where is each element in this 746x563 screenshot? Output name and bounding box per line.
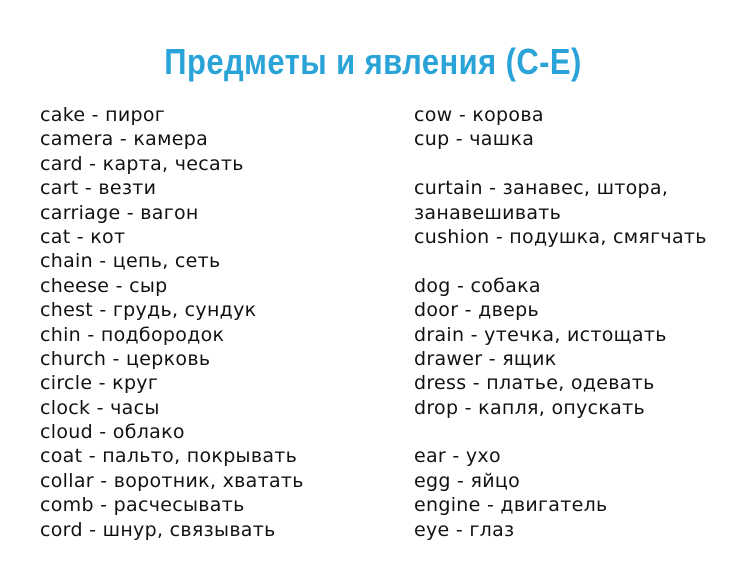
page-title: Предметы и явления (C-E) (164, 41, 582, 82)
list-item: circle - круг (40, 372, 159, 395)
list-item: занавешивать (414, 201, 562, 224)
list-item: chin - подбородок (40, 323, 225, 346)
list-item: cord - шнур, связывать (40, 518, 276, 541)
list-item: comb - расчесывать (40, 494, 245, 517)
list-item: drain - утечка, истощать (414, 323, 667, 346)
list-item: clock - часы (40, 396, 160, 419)
spacer (414, 249, 744, 273)
spacer (414, 152, 744, 176)
list-item: dog - собака (414, 274, 541, 297)
list-item: drop - капля, опускать (414, 396, 645, 419)
list-item: collar - воротник, хватать (40, 469, 304, 492)
list-item: cat - кот (40, 225, 126, 248)
list-item: chain - цепь, сеть (40, 250, 221, 273)
list-item: chest - грудь, сундук (40, 299, 257, 322)
spacer (414, 420, 744, 444)
list-item: church - церковь (40, 347, 211, 370)
list-item: curtain - занавес, штора, (414, 177, 669, 200)
right-word-list (414, 103, 744, 542)
list-item: cup - чашка (414, 128, 535, 151)
list-item: drawer - ящик (414, 347, 557, 370)
list-item: cake - пирог (40, 104, 166, 126)
list-item: dress - платье, одевать (414, 372, 655, 395)
list-item: coat - пальто, покрывать (40, 445, 298, 468)
list-item: cart - везти (40, 177, 157, 200)
list-item: camera - камера (40, 128, 209, 151)
list-item: ear - ухо (414, 445, 501, 468)
list-item: carriage - вагон (40, 201, 199, 224)
list-item: cushion - подушка, смягчать (414, 225, 707, 248)
list-item: cloud - облако (40, 421, 185, 444)
left-word-list (40, 103, 390, 542)
list-item: eye - глаз (414, 518, 515, 541)
list-item: cheese - сыр (40, 274, 168, 297)
list-item: engine - двигатель (414, 494, 608, 517)
list-item: egg - яйцо (414, 469, 521, 492)
list-item: door - дверь (414, 299, 539, 322)
list-item: cow - корова (414, 104, 544, 126)
list-item: card - карта, чесать (40, 152, 244, 175)
